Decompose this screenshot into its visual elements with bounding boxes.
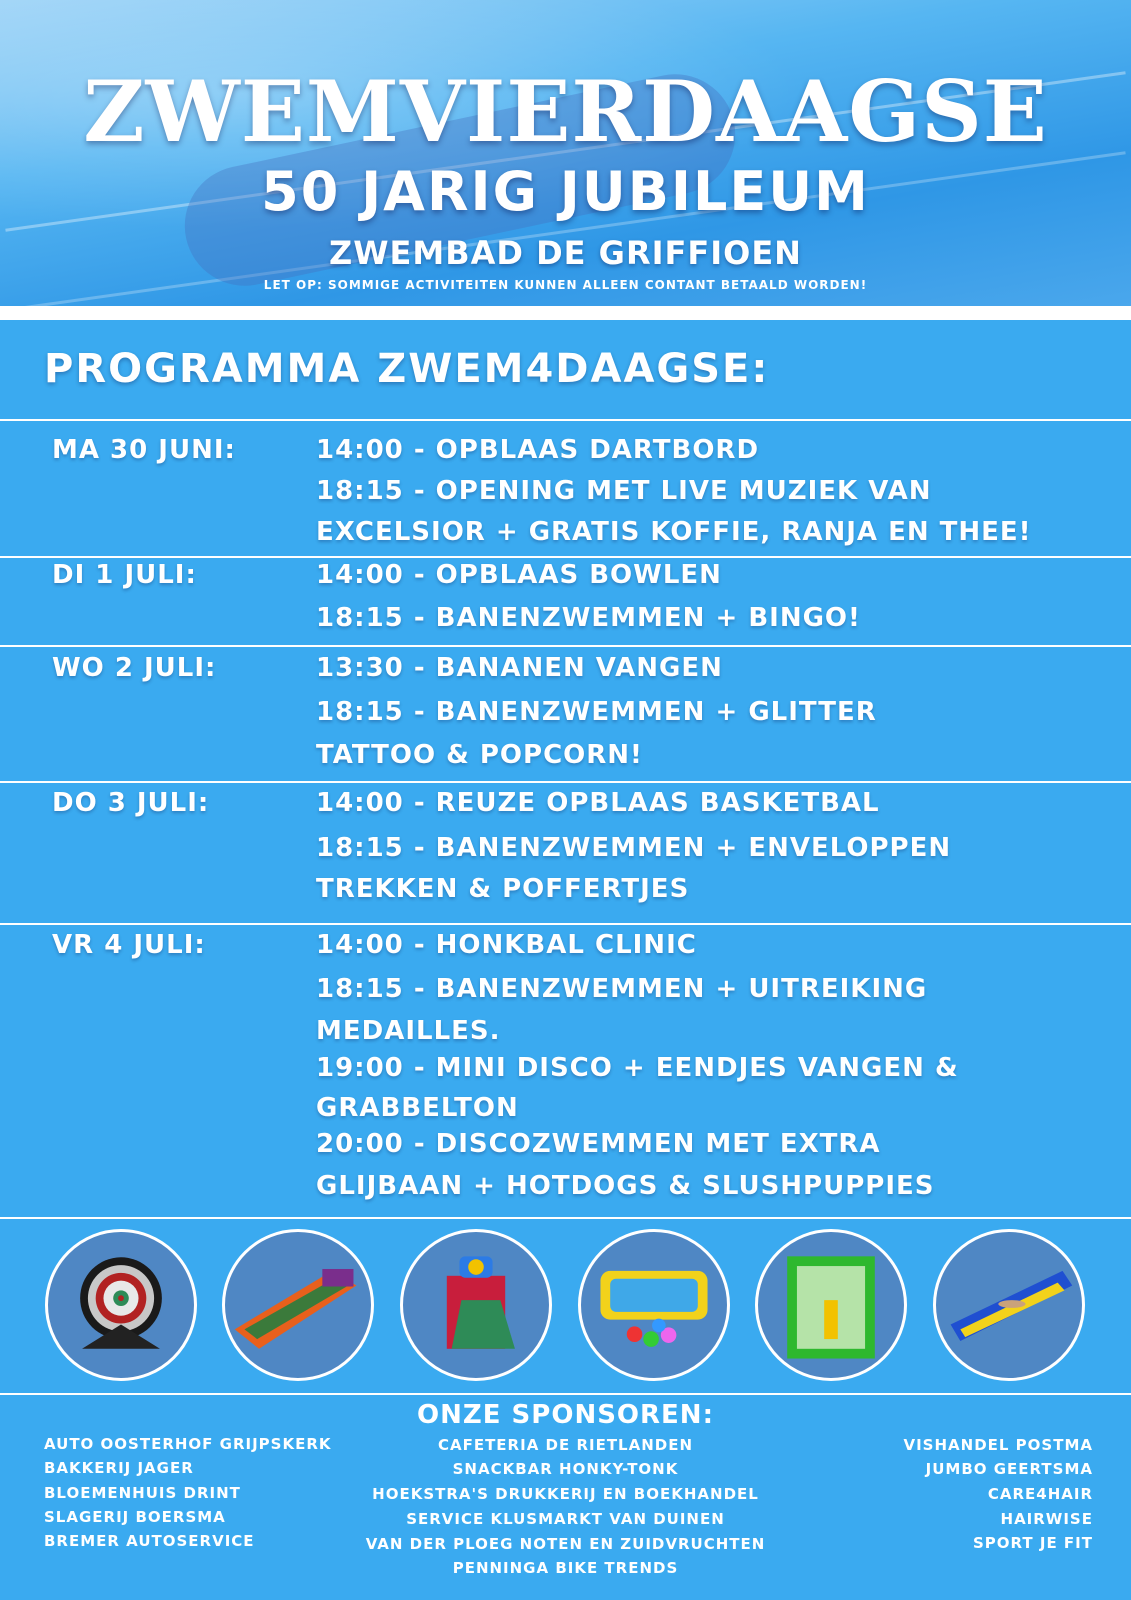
poster-title: ZWEMVIERDAAGSE [83,62,1048,161]
program-line: TREKKEN & POFFERTJES [316,874,690,904]
program-line: 14:00 - OPBLAAS BOWLEN [316,560,722,590]
hero-banner [0,0,1131,306]
program-line: TATTOO & POPCORN! [316,740,643,770]
divider [0,419,1131,421]
sponsor-item: HAIRWISE [1000,1510,1093,1528]
sponsor-item: AUTO OOSTERHOF GRIJPSKERK [44,1435,332,1453]
sponsor-item: SPORT JE FIT [973,1534,1093,1552]
program-line: MEDAILLES. [316,1016,501,1046]
program-line: 13:30 - BANANEN VANGEN [316,653,723,683]
sponsor-item: BLOEMENHUIS DRINT [44,1484,241,1502]
water-slide-image [933,1229,1085,1381]
sponsor-item: CARE4HAIR [987,1485,1093,1503]
day-label-tue: DI 1 JULI: [52,560,197,590]
dartboard-image [45,1229,197,1381]
program-line: EXCELSIOR + GRATIS KOFFIE, RANJA EN THEE! [316,517,1032,547]
sponsor-item: VAN DER PLOEG NOTEN EN ZUIDVRUCHTEN [365,1535,766,1553]
program-heading: PROGRAMMA ZWEM4DAAGSE: [44,346,770,392]
day-label-fri: VR 4 JULI: [52,930,206,960]
divider [0,556,1131,558]
basketball-image [400,1229,552,1381]
duck-pool-image [578,1229,730,1381]
divider [0,645,1131,647]
venue-name: ZWEMBAD DE GRIFFIOEN [329,234,802,272]
day-label-thu: DO 3 JULI: [52,788,210,818]
day-label-wed: WO 2 JULI: [52,653,217,683]
program-line: 14:00 - REUZE OPBLAAS BASKETBAL [316,788,880,818]
program-line: 18:15 - BANENZWEMMEN + BINGO! [316,603,861,633]
divider-strip [0,306,1131,320]
payment-note: LET OP: SOMMIGE ACTIVITEITEN KUNNEN ALLEEN CONTANT BETAALD WORDEN! [263,278,868,292]
program-line: 18:15 - OPENING MET LIVE MUZIEK VAN [316,476,932,506]
sponsor-item: VISHANDEL POSTMA [903,1436,1093,1454]
program-line: 19:00 - MINI DISCO + EENDJES VANGEN & [316,1053,959,1083]
program-line: 18:15 - BANENZWEMMEN + GLITTER [316,697,877,727]
divider [0,781,1131,783]
program-line: 18:15 - BANENZWEMMEN + ENVELOPPEN [316,833,952,863]
sponsor-item: BAKKERIJ JAGER [44,1459,194,1477]
program-line: 14:00 - HONKBAL CLINIC [316,930,697,960]
program-line: 20:00 - DISCOZWEMMEN MET EXTRA [316,1129,881,1159]
sponsor-item: SNACKBAR HONKY-TONK [452,1460,679,1478]
sponsor-item: JUMBO GEERTSMA [925,1460,1093,1478]
sponsor-item: SLAGERIJ BOERSMA [44,1508,226,1526]
sponsor-item: BREMER AUTOSERVICE [44,1532,255,1550]
program-line: 18:15 - BANENZWEMMEN + UITREIKING [316,974,928,1004]
program-line: GLIJBAAN + HOTDOGS & SLUSHPUPPIES [316,1171,935,1201]
sponsors-heading: ONZE SPONSOREN: [417,1400,714,1430]
program-line: 14:00 - OPBLAAS DARTBORD [316,435,760,465]
day-label-mon: MA 30 JUNI: [52,435,236,465]
poster-subtitle: 50 JARIG JUBILEUM [261,160,870,223]
divider [0,1217,1131,1219]
sponsor-item: PENNINGA BIKE TRENDS [452,1559,679,1577]
game-wall-image [755,1229,907,1381]
sponsor-item: CAFETERIA DE RIETLANDEN [437,1436,694,1454]
sponsor-item: SERVICE KLUSMARKT VAN DUINEN [406,1510,725,1528]
program-line: GRABBELTON [316,1093,519,1123]
bowling-lane-image [222,1229,374,1381]
divider [0,923,1131,925]
divider [0,1393,1131,1395]
sponsor-item: HOEKSTRA'S DRUKKERIJ EN BOEKHANDEL [372,1485,759,1503]
